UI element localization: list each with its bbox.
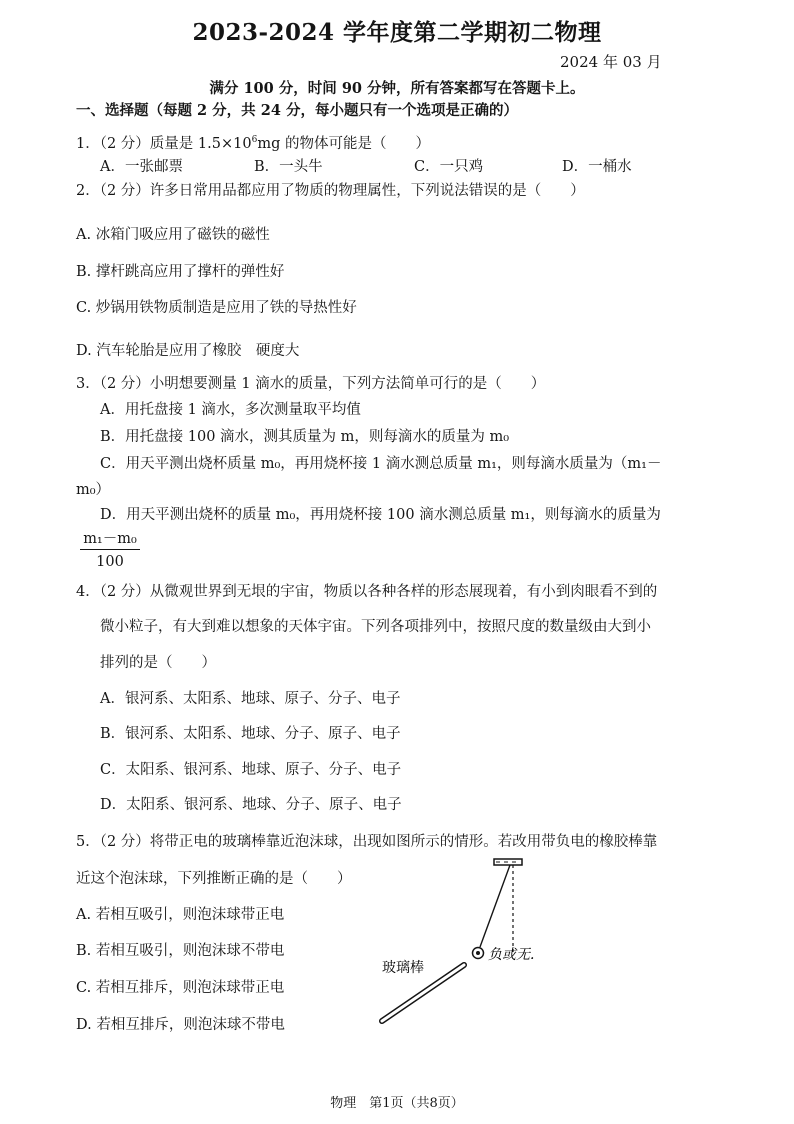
foam-ball-center <box>476 951 480 955</box>
q1-option-a: A．一张邮票 <box>100 159 183 175</box>
q4-option-a: A．银河系、太阳系、地球、原子、分子、电子 <box>100 691 401 707</box>
q1-option-d: D．一桶水 <box>562 159 632 175</box>
q2-option-c: C. 炒锅用铁物质制造是应用了铁的导热性好 <box>76 300 357 316</box>
q5-option-d: D. 若相互排斥，则泡沫球不带电 <box>76 1017 285 1033</box>
fraction-denominator: 100 <box>96 554 124 570</box>
q5-option-c: C. 若相互排斥，则泡沫球带正电 <box>76 980 285 996</box>
ceiling-support <box>494 859 522 865</box>
q1-stem-part: 1．（2 分）质量是 1.5×10 <box>76 135 252 152</box>
q4-option-c: C．太阳系、银河系、地球、原子、分子、电子 <box>100 762 402 778</box>
page-footer: 物理 第1页（共8页） <box>330 1096 464 1111</box>
question-1-stem <box>76 130 430 154</box>
exam-title: 2023-2024 学年度第二学期初二物理 <box>192 19 602 46</box>
q4-option-d: D．太阳系、银河系、地球、分子、原子、电子 <box>100 797 402 813</box>
q3-option-d: D．用天平测出烧杯的质量 m₀，再用烧杯接 100 滴水测总质量 m₁，则每滴水的质量为 <box>100 507 661 523</box>
q1-option-b: B．一头牛 <box>254 159 323 175</box>
q3-option-a: A．用托盘接 1 滴水，多次测量取平均值 <box>100 402 361 418</box>
question-4-line-1: 4．（2 分）从微观世界到无垠的宇宙，物质以各种各样的形态展现着，有小到肉眼看不到的 <box>76 584 658 600</box>
exam-date: 2024 年 03 月 <box>560 53 662 71</box>
pith-ball-figure <box>370 835 570 1035</box>
q5-option-b: B. 若相互吸引，则泡沫球不带电 <box>76 943 285 959</box>
q3-option-c-continued: m₀） <box>76 482 111 498</box>
thread <box>480 865 510 947</box>
question-3-stem: 3．（2 分）小明想要测量 1 滴水的质量，下列方法简单可行的是（ ） <box>76 376 546 392</box>
section-heading: 一、选择题（每题 2 分，共 24 分，每小题只有一个选项是正确的） <box>76 102 518 119</box>
question-5-line-2: 近这个泡沫球，下列推断正确的是（ ） <box>76 871 352 887</box>
q2-option-b: B. 撑杆跳高应用了撑杆的弹性好 <box>76 264 285 280</box>
glass-rod-label: 玻璃棒 <box>382 960 424 976</box>
q5-option-a: A. 若相互吸引，则泡沫球带正电 <box>76 907 285 923</box>
q3-option-b: B．用托盘接 100 滴水，测其质量为 m，则每滴水的质量为 m₀ <box>100 429 510 445</box>
q3-fraction <box>80 530 140 572</box>
q2-option-a: A. 冰箱门吸应用了磁铁的磁性 <box>76 227 270 243</box>
question-4-line-2: 微小粒子，有大到难以想象的天体宇宙。下列各项排列中，按照尺度的数量级由大到小 <box>100 619 651 635</box>
q1-exponent: 6 <box>251 135 258 145</box>
q1-option-c: C．一只鸡 <box>414 159 484 175</box>
q4-option-b: B．银河系、太阳系、地球、分子、原子、电子 <box>100 726 401 742</box>
q3-option-c: C．用天平测出烧杯质量 m₀，再用烧杯接 1 滴水测总质量 m₁，则每滴水质量为（m₁－ <box>100 456 662 472</box>
q1-stem-part: mg 的物体可能是（ ） <box>257 135 430 152</box>
question-2-stem: 2．（2 分）许多日常用品都应用了物质的物理属性，下列说法错误的是（ ） <box>76 183 585 199</box>
handwritten-note: 负或无. <box>488 947 535 963</box>
fraction-numerator: m₁－m₀ <box>80 530 140 550</box>
q2-option-d: D. 汽车轮胎是应用了橡胶 硬度大 <box>76 343 300 359</box>
exam-instructions: 满分 100 分，时间 90 分钟，所有答案都写在答题卡上。 <box>209 80 585 97</box>
question-4-line-3: 排列的是（ ） <box>100 655 216 671</box>
question-5-line-1: 5．（2 分）将带正电的玻璃棒靠近泡沫球，出现如图所示的情形。若改用带负电的橡胶棒靠 <box>76 834 658 850</box>
